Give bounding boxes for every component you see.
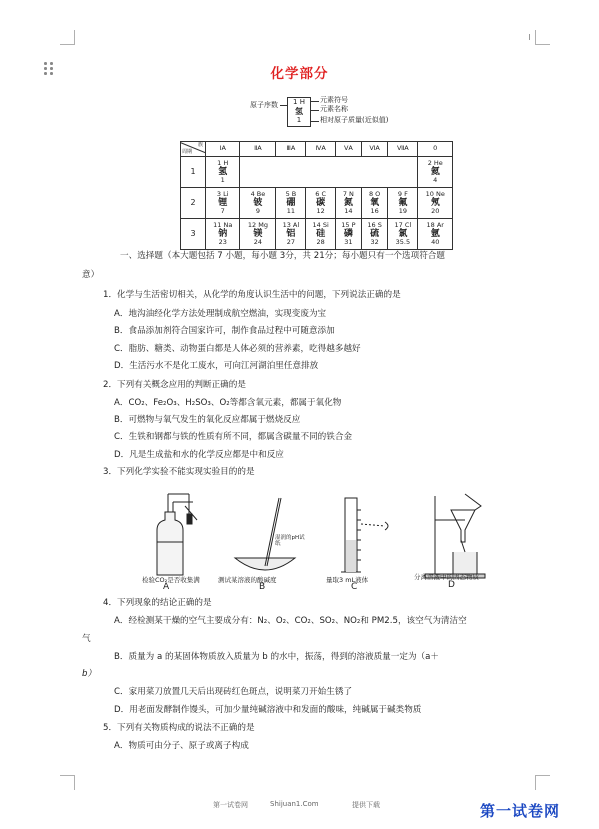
element-name: 硫 xyxy=(370,229,380,239)
element-top: 16 S xyxy=(367,220,382,229)
element-top: 6 C xyxy=(315,189,327,198)
element-mass: 20 xyxy=(431,207,440,215)
element-name: 氧 xyxy=(370,198,380,208)
element-top: 11 Na xyxy=(213,220,233,229)
element-cell xyxy=(206,157,240,188)
element-mass: 27 xyxy=(286,238,296,246)
element-name: 铍 xyxy=(253,198,263,208)
element-top: 12 Mg xyxy=(247,220,268,229)
element-name: 氩 xyxy=(430,229,440,239)
page-title: 化学部分 xyxy=(270,66,329,82)
element-top: 1 H xyxy=(217,158,229,167)
element-name: 硼 xyxy=(286,198,296,208)
element-cell xyxy=(418,157,453,188)
period-number: 2 xyxy=(181,188,206,219)
q1-option-b: B．食品添加剂符合国家许可，制作食品过程中可随意添加 xyxy=(114,326,335,336)
period-number: 3 xyxy=(181,219,206,250)
element-cell xyxy=(418,219,453,250)
element-mass: 14 xyxy=(344,207,353,215)
section-header-cont: 意） xyxy=(82,270,100,280)
empty-cell xyxy=(361,157,387,188)
element-mass: 7 xyxy=(220,207,225,215)
group-header: ⅣA xyxy=(306,142,335,157)
group-header: ⅢA xyxy=(276,142,306,157)
q4-option-b: B．质量为 a 的某固体物质放入质量为 b 的水中，振荡，得到的溶液质量一定为（a＋ xyxy=(114,652,439,662)
experiment-figures xyxy=(135,490,495,585)
q4-stem: 4．下列现象的结论正确的是 xyxy=(103,598,212,608)
element-name: 磷 xyxy=(343,229,353,239)
crop-mark-bottom-right xyxy=(535,775,550,790)
empty-cell xyxy=(240,157,276,188)
element-cell xyxy=(388,188,418,219)
q4-option-a-cont: 气 xyxy=(82,634,91,644)
period-number: 1 xyxy=(181,157,206,188)
element-top: 8 O xyxy=(368,189,381,198)
element-top: 2 He xyxy=(427,158,443,167)
footer-site-name: 第一试卷网 xyxy=(213,801,248,809)
q2-option-a: A．CO₂、Fe₂O₃、H₂SO₃、O₂等都含氧元素，都属于氧化物 xyxy=(114,398,342,408)
q2-stem: 2．下列有关概念应用的判断正确的是 xyxy=(103,380,246,390)
brand-watermark: 第一试卷网 xyxy=(480,802,561,820)
figure-a-apparatus xyxy=(157,494,197,575)
element-cell xyxy=(240,219,276,250)
element-top: 5 B xyxy=(285,189,297,198)
element-mass: 28 xyxy=(316,238,325,246)
figure-b-caption: 测试某溶液的酸碱度 xyxy=(218,576,277,584)
q5-option-a: A．物质可由分子、原子或离子构成 xyxy=(114,741,249,751)
element-mass: 11 xyxy=(286,207,296,215)
crop-mark-top-right xyxy=(535,30,550,45)
q2-option-d: D．凡是生成盐和水的化学反应都是中和反应 xyxy=(114,450,284,460)
figure-a-label: A xyxy=(163,582,170,592)
element-name: 氦 xyxy=(430,167,440,177)
legend-atomic-number: 原子序数 xyxy=(250,101,278,109)
legend-symbol: 元素符号 xyxy=(320,96,348,104)
element-top: 10 Ne xyxy=(425,189,445,198)
q3-stem: 3．下列化学实验不能实现实验目的的是 xyxy=(103,467,255,477)
element-mass: 32 xyxy=(370,238,379,246)
empty-cell xyxy=(335,157,361,188)
figure-c-apparatus xyxy=(341,498,388,572)
element-mass: 24 xyxy=(253,238,263,246)
q4-option-a: A．经检测某干燥的空气主要成分有：N₂、O₂、CO₂、SO₂、NO₂和 PM2.5，该空气为清洁空 xyxy=(114,616,467,626)
element-mass: 9 xyxy=(255,207,260,215)
element-mass: 1 xyxy=(220,176,225,184)
crop-mark-top-left xyxy=(60,30,75,45)
q4-option-d: D．用老面发酵制作馒头，可加少量纯碱溶液中和发面的酸味，纯碱属于碱类物质 xyxy=(114,705,422,715)
corner-period-label: 周期 xyxy=(182,148,193,155)
element-cell xyxy=(361,219,387,250)
empty-cell xyxy=(388,157,418,188)
element-top: 9 F xyxy=(397,189,408,198)
element-cell xyxy=(335,219,361,250)
element-cell xyxy=(388,219,418,250)
q2-option-b: B．可燃物与氧气发生的氧化反应都属于燃烧反应 xyxy=(114,415,301,425)
element-name: 钠 xyxy=(218,229,228,239)
element-mass: 40 xyxy=(431,238,440,246)
element-cell xyxy=(418,188,453,219)
corner-group-label: 族 xyxy=(197,142,203,148)
element-mass: 35.5 xyxy=(395,238,411,246)
page-edge-mark xyxy=(529,34,530,40)
element-mass: 16 xyxy=(370,207,379,215)
element-cell xyxy=(276,188,306,219)
figure-c-caption: 量取3 mL液体 xyxy=(326,576,369,584)
element-name: 碳 xyxy=(316,198,326,208)
element-mass: 31 xyxy=(344,238,353,246)
group-header: ⅡA xyxy=(240,142,276,157)
element-cell xyxy=(306,188,335,219)
group-header: ⅠA xyxy=(206,142,240,157)
figure-d-caption: 分离溶液中的固态物质 xyxy=(414,573,479,581)
element-top: 15 P xyxy=(341,220,356,229)
table-row xyxy=(181,188,453,219)
element-mass: 23 xyxy=(218,238,227,246)
figure-b-paper-label: 湿润的pH试纸 xyxy=(275,535,305,547)
q1-stem: 1．化学与生活密切相关，从化学的角度认识生活中的问题，下列说法正确的是 xyxy=(103,290,401,300)
legend-sample-mass: 1 xyxy=(296,116,302,124)
table-row xyxy=(181,219,453,250)
element-name: 铝 xyxy=(286,229,296,239)
group-header: ⅥA xyxy=(361,142,387,157)
figure-d-apparatus xyxy=(425,494,485,578)
element-top: 3 Li xyxy=(216,189,229,198)
q1-option-c: C．脂肪、糖类、动物蛋白都是人体必须的营养素，吃得越多越好 xyxy=(114,344,361,354)
empty-cell xyxy=(276,157,306,188)
element-top: 17 Cl xyxy=(394,220,412,229)
element-name: 氮 xyxy=(343,198,353,208)
q5-stem: 5．下列有关物质构成的说法不正确的是 xyxy=(103,723,255,733)
legend-mass: 相对原子质量(近似值) xyxy=(320,116,389,124)
figure-c-label: C xyxy=(351,582,358,592)
element-cell xyxy=(206,219,240,250)
periodic-table xyxy=(180,141,453,250)
footer-download-text: 提供下载 xyxy=(352,801,380,809)
footer-site-url[interactable]: Shijuan1.Com xyxy=(270,800,319,808)
element-name: 氯 xyxy=(398,229,408,239)
crop-mark-bottom-left xyxy=(60,775,75,790)
table-corner xyxy=(181,142,206,157)
element-cell xyxy=(276,219,306,250)
q1-option-a: A．地沟油经化学方法处理制成航空燃油，实现变废为宝 xyxy=(114,309,327,319)
element-name: 硅 xyxy=(316,229,326,239)
legend-sample-box xyxy=(287,97,311,127)
figure-b-apparatus xyxy=(235,498,295,570)
legend-sample-top: 1 H xyxy=(293,98,305,106)
element-top: 14 Si xyxy=(312,220,329,229)
element-top: 18 Ar xyxy=(426,220,444,229)
empty-cell xyxy=(306,157,335,188)
group-header: ⅤA xyxy=(335,142,361,157)
element-top: 13 Al xyxy=(282,220,300,229)
legend-sample-name: 氢 xyxy=(295,107,303,116)
q4-option-c: C．家用菜刀放置几天后出现砖红色斑点，说明菜刀开始生锈了 xyxy=(114,687,353,697)
element-cell xyxy=(306,219,335,250)
element-mass: 19 xyxy=(398,207,408,215)
q2-option-c: C．生铁和钢都与铁的性质有所不同，都属含碳量不同的铁合金 xyxy=(114,432,353,442)
group-header: 0 xyxy=(418,142,453,157)
figure-d-label: D xyxy=(448,580,455,590)
q4-option-b-cont: b） xyxy=(82,669,97,679)
element-mass: 4 xyxy=(433,176,438,184)
element-name: 氢 xyxy=(218,167,228,177)
q1-option-d: D．生活污水不是化工废水，可向江河湖泊里任意排放 xyxy=(114,361,319,371)
legend-name: 元素名称 xyxy=(320,105,348,113)
element-cell xyxy=(240,188,276,219)
element-name: 锂 xyxy=(218,198,228,208)
element-name: 镁 xyxy=(253,229,263,239)
element-cell xyxy=(335,188,361,219)
element-cell xyxy=(206,188,240,219)
group-header: ⅦA xyxy=(388,142,418,157)
figure-a-caption: 检验CO₂是否收集满 xyxy=(142,576,200,584)
element-mass: 12 xyxy=(316,207,325,215)
element-top: 7 N xyxy=(342,189,354,198)
table-row xyxy=(181,157,453,188)
element-name: 氖 xyxy=(430,198,440,208)
section-header: 一、选择题（本大题包括 7 小题，每小题 3分，共 21分；每小题只有一个选项符合题 xyxy=(120,251,445,261)
element-cell xyxy=(361,188,387,219)
element-top: 4 Be xyxy=(250,189,266,198)
figure-b-label: B xyxy=(259,582,266,592)
element-name: 氟 xyxy=(398,198,408,208)
